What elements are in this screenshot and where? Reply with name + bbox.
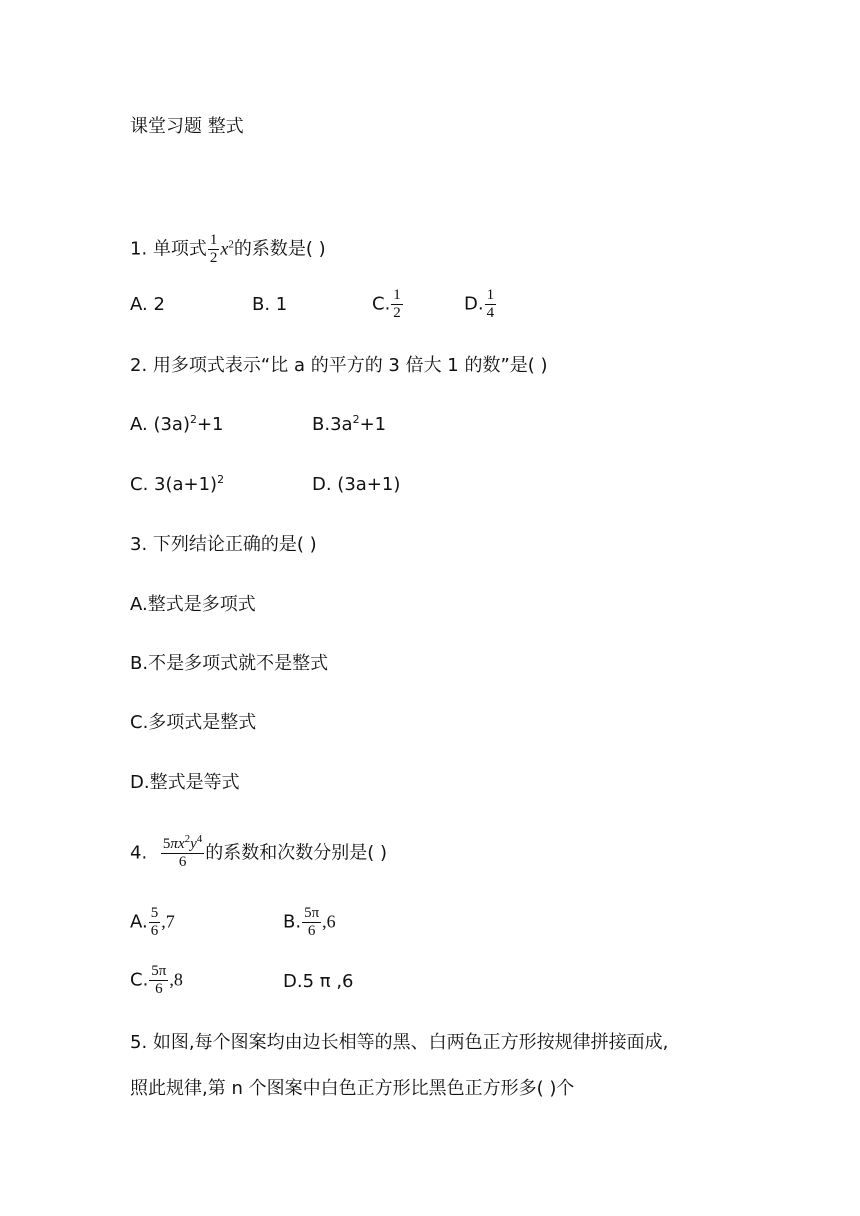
q4-num-coef: 5	[162, 836, 171, 852]
q2-option-b	[312, 413, 386, 437]
q4-suffix: 的系数和次数分别是( )	[205, 842, 388, 864]
q1-exp: 2	[228, 238, 234, 251]
q1-option-d	[464, 287, 497, 322]
q2-b-pre: B.3a	[312, 414, 353, 435]
q4-a-frac	[149, 905, 161, 940]
q2-a-post: +1	[196, 414, 224, 435]
q1-d-den: 4	[486, 305, 495, 321]
q4-option-b	[283, 905, 336, 940]
question-4	[130, 833, 388, 871]
q4-frac-num	[161, 833, 204, 854]
q2-option-d: D. (3a+1)	[312, 474, 401, 495]
q2-a-pre: A. (3a)	[130, 414, 190, 435]
q2-c-exp: 2	[217, 473, 225, 486]
q4-num-pi: π	[170, 836, 178, 852]
q3-option-b: B.不是多项式就不是整式	[130, 653, 329, 674]
q4-frac-den: 6	[178, 854, 187, 870]
q4-c-tail: ,8	[169, 969, 183, 990]
q1-option-d-label: D.	[464, 293, 484, 315]
q4-b-label: B.	[283, 911, 302, 933]
q1-c-den: 2	[393, 305, 401, 321]
q4-fraction	[161, 833, 204, 871]
q4-option-d: D.5 π ,6	[283, 971, 354, 992]
q4-a-tail: ,7	[161, 911, 175, 932]
q4-a-num: 5	[150, 905, 159, 921]
q4-num-x: x	[177, 836, 185, 852]
q2-a-exp: 2	[189, 413, 197, 426]
q3-option-a: A.整式是多项式	[130, 594, 256, 615]
question-2: 2. 用多项式表示“比 a 的平方的 3 倍大 1 的数”是( )	[130, 355, 548, 376]
q4-num-y-exp: 4	[196, 833, 203, 845]
q1-option-c-label: C.	[372, 293, 391, 315]
question-3: 3. 下列结论正确的是( )	[130, 534, 317, 555]
q1-prefix: 1. 单项式	[130, 238, 207, 260]
q1-option-a: A. 2	[130, 294, 165, 315]
q1-option-d-frac	[485, 287, 497, 322]
q4-option-c	[130, 963, 183, 998]
q2-b-exp: 2	[352, 413, 360, 426]
q4-num-y: y	[190, 836, 197, 852]
q4-a-den: 6	[150, 923, 159, 939]
q4-b-num: 5π	[304, 905, 320, 921]
q2-c-pre: C. 3(a+1)	[130, 474, 218, 495]
question-5-line-1: 5. 如图,每个图案均由边长相等的黑、白两色正方形按规律拼接面成,	[130, 1032, 669, 1053]
q3-option-c: C.多项式是整式	[130, 712, 257, 733]
q4-c-frac	[149, 963, 168, 998]
q4-num-x-exp: 2	[184, 833, 191, 845]
q4-c-den: 6	[155, 981, 163, 997]
q1-option-b: B. 1	[252, 294, 288, 315]
page-title: 课堂习题 整式	[130, 116, 244, 137]
question-1	[130, 232, 326, 267]
q1-c-num: 1	[393, 287, 401, 303]
q2-option-c	[130, 473, 224, 497]
question-5-line-2: 照此规律,第 n 个图案中白色正方形比黑色正方形多( )个	[130, 1078, 575, 1099]
q4-b-frac	[302, 905, 321, 940]
q1-suffix: 的系数是( )	[233, 238, 326, 260]
q2-b-post: +1	[359, 414, 387, 435]
q1-d-num: 1	[486, 287, 495, 303]
q1-frac-den: 2	[209, 250, 218, 266]
q3-option-d: D.整式是等式	[130, 772, 240, 793]
q2-option-a	[130, 413, 224, 437]
q1-var: x	[220, 238, 229, 259]
q4-c-num: 5π	[151, 963, 167, 979]
q1-frac-num: 1	[209, 232, 218, 248]
q4-prefix: 4.	[130, 842, 148, 864]
q4-option-a	[130, 905, 175, 940]
q4-a-label: A.	[130, 911, 148, 933]
q1-option-c-frac	[391, 287, 403, 322]
q4-b-tail: ,6	[322, 911, 336, 932]
q4-b-den: 6	[307, 923, 316, 939]
q1-option-c	[372, 287, 404, 322]
q4-c-label: C.	[130, 969, 149, 991]
q1-fraction	[208, 232, 220, 267]
